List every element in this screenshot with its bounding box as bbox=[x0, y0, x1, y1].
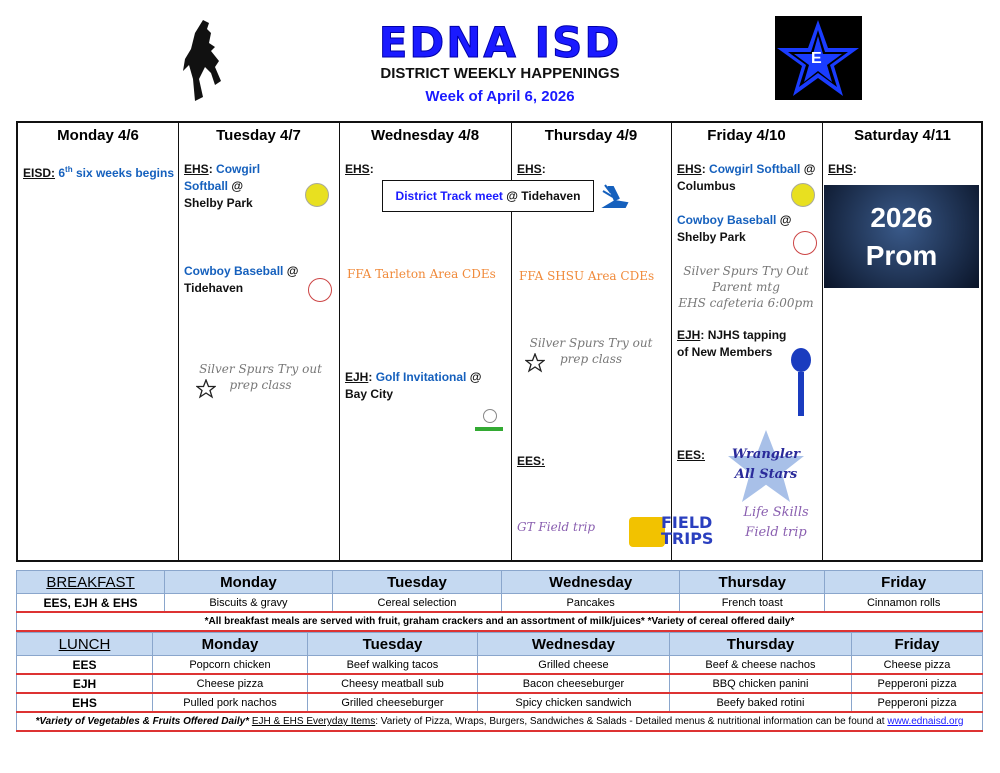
event: EJH: NJHS tapping of New Members bbox=[677, 328, 787, 359]
lunch-note: *Variety of Vegetables & Fruits Offered Daily* EJH & EHS Everyday Items: Variety of Pizza, Wraps, Burgers, Sandwiches & Salads - Detailed menus & nutritional information can be found at www.ednaisd.org bbox=[17, 712, 983, 731]
njhs-torch-icon bbox=[789, 328, 813, 420]
menu-item: Popcorn chicken bbox=[153, 656, 308, 675]
day-monday bbox=[18, 123, 179, 560]
event: EHS: bbox=[828, 162, 857, 176]
row-label: EES bbox=[17, 656, 153, 675]
softball-icon bbox=[305, 183, 329, 207]
breakfast-table bbox=[16, 570, 983, 632]
event: EHS: bbox=[517, 162, 546, 176]
day-header: Wednesday 4/8 bbox=[370, 127, 480, 144]
menu-item: Pancakes bbox=[502, 594, 680, 613]
menu-item: Beefy baked rotini bbox=[669, 693, 851, 712]
day-header: Thursday bbox=[669, 633, 851, 656]
star-logo bbox=[775, 16, 862, 100]
day-header: Friday 4/10 bbox=[707, 127, 786, 144]
table-row bbox=[17, 693, 983, 712]
day-header: Wednesday bbox=[502, 571, 680, 594]
table-row bbox=[17, 674, 983, 693]
menu-item: Spicy chicken sandwich bbox=[477, 693, 669, 712]
day-saturday bbox=[822, 123, 983, 560]
day-header: Tuesday bbox=[332, 571, 501, 594]
day-header: Tuesday 4/7 bbox=[216, 127, 301, 144]
logo-letter: E bbox=[811, 50, 822, 67]
website-link[interactable]: www.ednaisd.org bbox=[887, 716, 964, 727]
event: EHS: bbox=[345, 162, 374, 176]
event: Cowboy Baseball @ Shelby Park bbox=[677, 213, 792, 244]
event: EHS: Cowgirl Softball @ Shelby Park bbox=[184, 162, 261, 210]
menu-item: Grilled cheeseburger bbox=[307, 693, 477, 712]
district-title: EDNA ISD bbox=[378, 18, 622, 67]
breakfast-label: BREAKFAST bbox=[17, 571, 165, 594]
day-header: Tuesday bbox=[307, 633, 477, 656]
event: Cowboy Baseball @ Tidehaven bbox=[184, 264, 299, 295]
day-header: Monday 4/6 bbox=[57, 127, 139, 144]
event: Wrangler All Stars bbox=[732, 447, 800, 482]
menu-item: Cheesy meatball sub bbox=[307, 674, 477, 693]
menu-item: Cheese pizza bbox=[851, 656, 982, 675]
baseball-icon bbox=[793, 231, 817, 255]
event: EES: bbox=[517, 454, 546, 468]
day-header: Thursday 4/9 bbox=[544, 127, 638, 144]
day-header: Wednesday bbox=[477, 633, 669, 656]
event: Life Skills Field trip bbox=[743, 505, 809, 540]
menu-item: BBQ chicken panini bbox=[669, 674, 851, 693]
day-header: Thursday bbox=[680, 571, 825, 594]
event: Silver Spurs Try out prep class bbox=[529, 336, 653, 366]
event: FFA SHSU Area CDEs bbox=[519, 269, 655, 283]
event: EISD: 6th six weeks begins bbox=[23, 165, 174, 180]
menu-item: Bacon cheeseburger bbox=[477, 674, 669, 693]
lunch-table bbox=[16, 632, 983, 732]
baseball-icon bbox=[308, 278, 332, 302]
day-header: Saturday 4/11 bbox=[854, 127, 951, 144]
menu-item: Beef & cheese nachos bbox=[669, 656, 851, 675]
golf-icon bbox=[475, 391, 503, 431]
row-label: EHS bbox=[17, 693, 153, 712]
event: EES: bbox=[677, 448, 706, 462]
event: EHS: Cowgirl Softball @ Columbus bbox=[677, 162, 816, 193]
menu-item: Pepperoni pizza bbox=[851, 693, 982, 712]
day-header: Friday bbox=[825, 571, 983, 594]
menu-item: Cheese pizza bbox=[153, 674, 308, 693]
menu-item: Pepperoni pizza bbox=[851, 674, 982, 693]
day-header: Monday bbox=[165, 571, 333, 594]
field-trips-label: FIELD TRIPS bbox=[661, 513, 714, 548]
prom-graphic: 2026 Prom bbox=[824, 185, 979, 288]
menu-item: French toast bbox=[680, 594, 825, 613]
bronco-logo bbox=[175, 18, 235, 108]
star-icon bbox=[196, 379, 216, 399]
table-row bbox=[17, 656, 983, 675]
day-friday bbox=[671, 123, 823, 560]
week-label: Week of April 6, 2026 bbox=[425, 88, 575, 105]
softball-icon bbox=[791, 183, 815, 207]
school-bus-icon bbox=[629, 517, 665, 547]
day-tuesday bbox=[178, 123, 340, 560]
breakfast-note: *All breakfast meals are served with fruit, graham crackers and an assortment of milk/juices* *Variety of cereal offered daily* bbox=[17, 612, 983, 631]
lunch-label: LUNCH bbox=[17, 633, 153, 656]
weekly-calendar bbox=[16, 121, 983, 562]
menu-item: Cinnamon rolls bbox=[825, 594, 983, 613]
menu-item: Cereal selection bbox=[332, 594, 501, 613]
event: GT Field trip bbox=[517, 520, 596, 534]
track-meet-box: District Track meet @ Tidehaven bbox=[382, 180, 594, 212]
day-header: Monday bbox=[153, 633, 308, 656]
event: Silver Spurs Try out prep class bbox=[199, 362, 322, 392]
event: Silver Spurs Try Out Parent mtg EHS cafeteria 6:00pm bbox=[678, 264, 814, 310]
subtitle: DISTRICT WEEKLY HAPPENINGS bbox=[380, 65, 620, 82]
event: EJH: Golf Invitational @ Bay City bbox=[345, 370, 482, 401]
event: FFA Tarleton Area CDEs bbox=[347, 267, 496, 281]
star-icon bbox=[525, 353, 545, 373]
menu-item: Pulled pork nachos bbox=[153, 693, 308, 712]
menu-item: Grilled cheese bbox=[477, 656, 669, 675]
row-label: EES, EJH & EHS bbox=[17, 594, 165, 613]
winged-foot-icon bbox=[601, 183, 631, 211]
day-header: Friday bbox=[851, 633, 982, 656]
menu-item: Beef walking tacos bbox=[307, 656, 477, 675]
row-label: EJH bbox=[17, 674, 153, 693]
menu-item: Biscuits & gravy bbox=[165, 594, 333, 613]
